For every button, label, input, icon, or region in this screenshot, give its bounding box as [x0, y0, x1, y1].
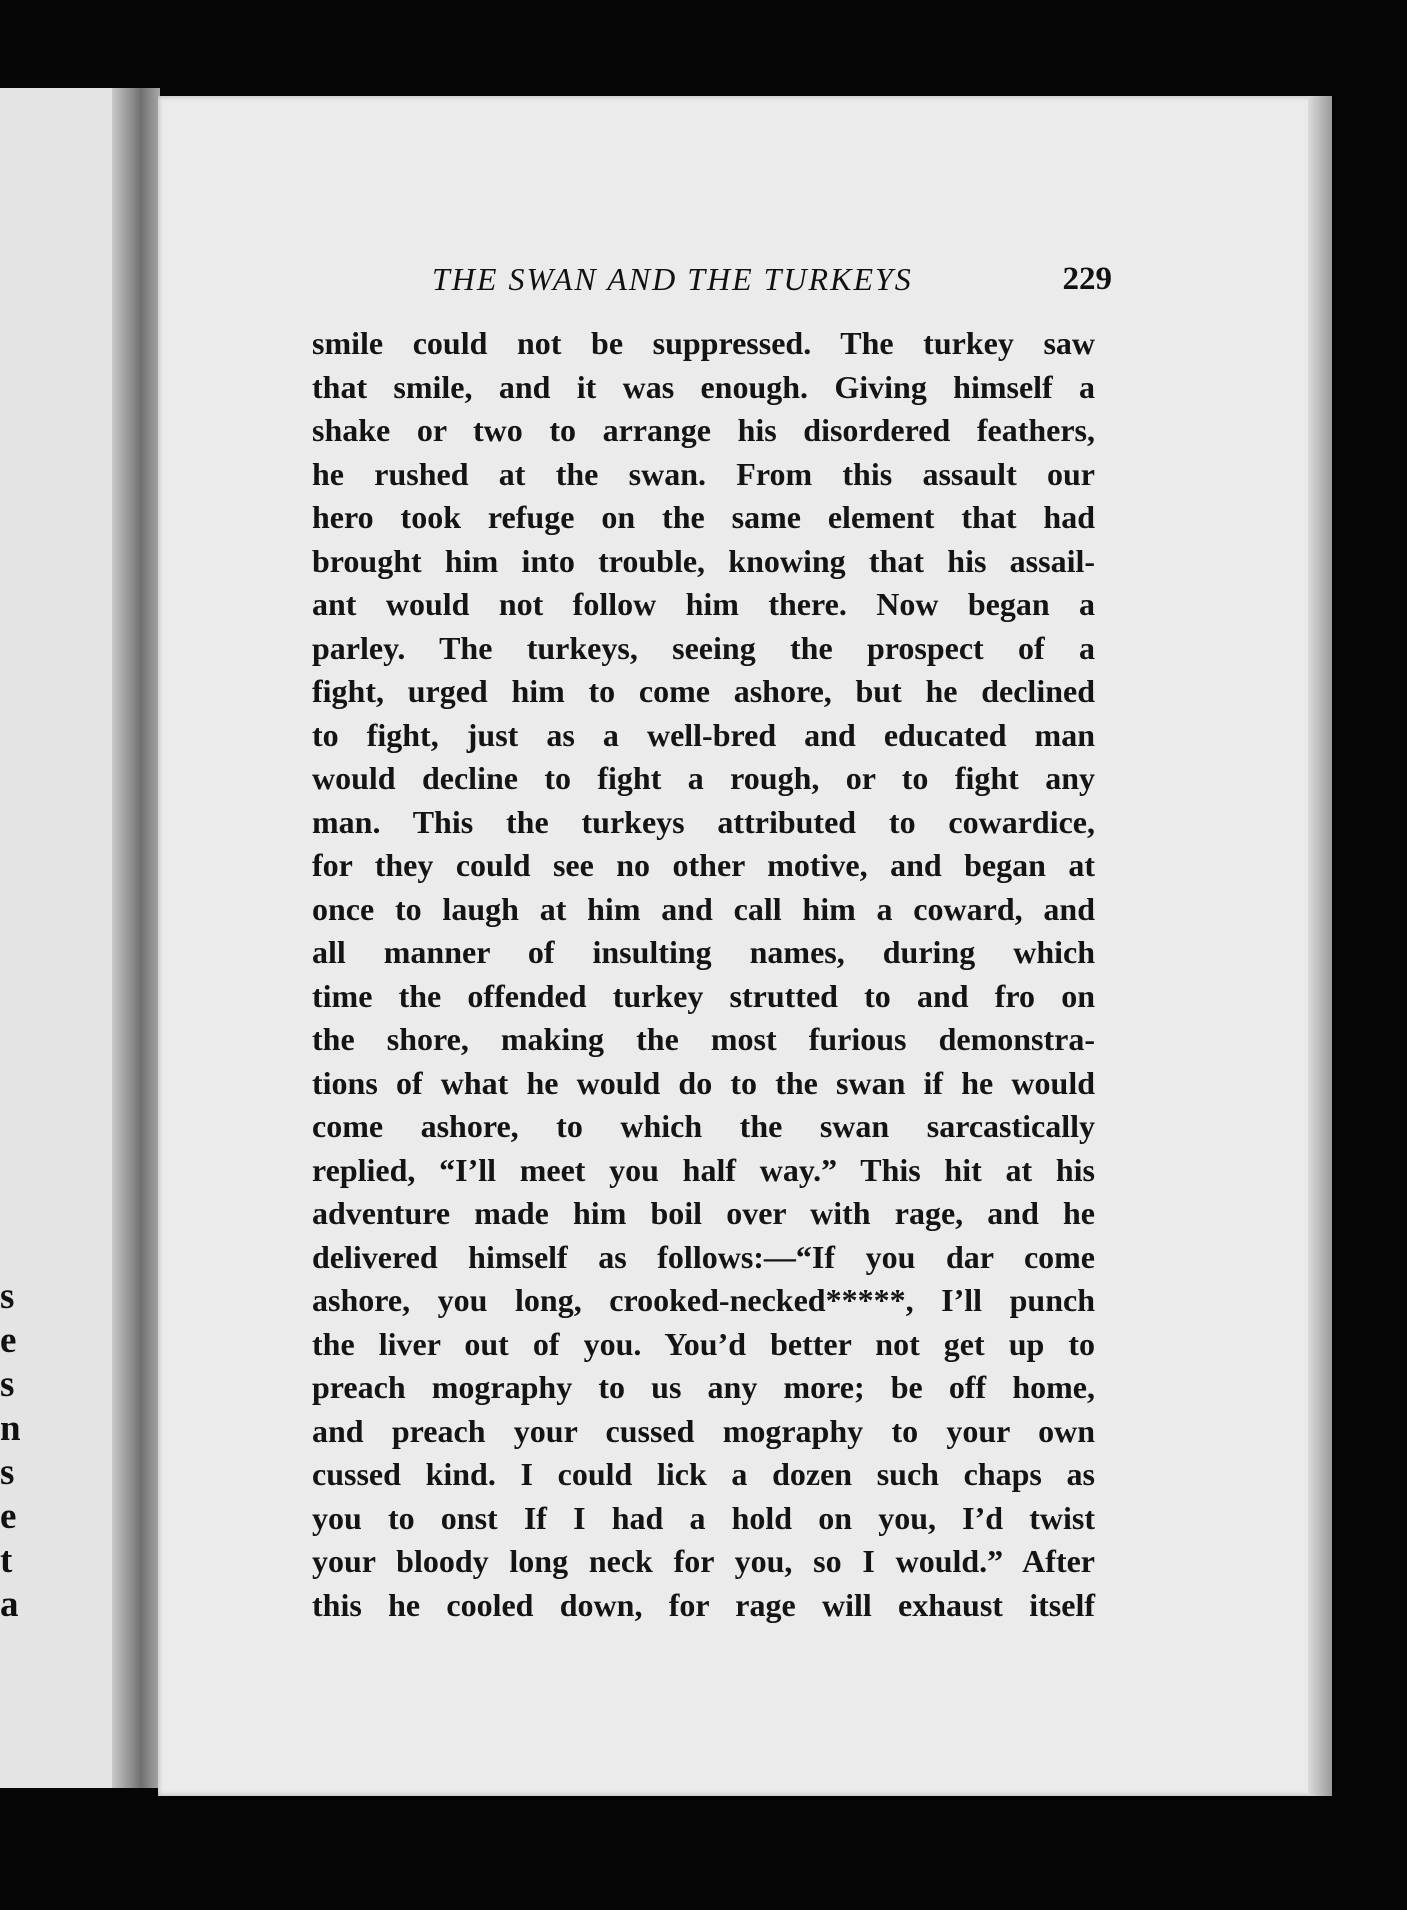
text-line: your bloody long neck for you, so I would.” After	[312, 1543, 1095, 1579]
text-line: shake or two to arrange his disordered feathers,	[312, 412, 1095, 448]
text-line: he rushed at the swan. From this assault our	[312, 455, 1095, 492]
left-page-fragment: e	[0, 1496, 17, 1537]
text-line: this he cooled down, for rage will exhaust itself	[312, 1586, 1095, 1623]
book-gutter	[112, 88, 160, 1788]
text-line: time the offended turkey strutted to and fro on	[312, 977, 1095, 1014]
running-head: THE SWAN AND THE TURKEYS	[432, 261, 913, 297]
text-line: for they could see no other motive, and began at	[312, 847, 1095, 883]
text-line: brought him into trouble, knowing that his assail-	[312, 542, 1095, 579]
text-line: delivered himself as follows:—“If you dar come	[312, 1238, 1095, 1275]
left-page-fragment: s	[0, 1364, 15, 1405]
text-line: fight, urged him to come ashore, but he declined	[312, 673, 1095, 709]
text-line: ant would not follow him there. Now began a	[312, 586, 1095, 622]
text-line: that smile, and it was enough. Giving himself a	[312, 368, 1095, 405]
text-line: smile could not be suppressed. The turkey saw	[312, 325, 1095, 361]
left-page-fragment: s	[0, 1452, 15, 1493]
text-line: the shore, making the most furious demonstra-	[312, 1021, 1095, 1057]
text-line: preach mography to us any more; be off home,	[312, 1369, 1095, 1405]
text-line: replied, “I’ll meet you half way.” This hit at his	[312, 1151, 1095, 1188]
left-page-fragment: a	[0, 1584, 19, 1625]
left-page-fragment: e	[0, 1320, 17, 1361]
text-line: would decline to fight a rough, or to fight any	[312, 760, 1095, 796]
left-page-fragment: s	[0, 1276, 15, 1317]
text-line: the liver out of you. You’d better not get up to	[312, 1325, 1095, 1362]
page-edge-shadow	[1308, 96, 1332, 1796]
left-page-text-fragments	[0, 1275, 30, 1627]
page-number: 229	[1062, 261, 1112, 297]
text-line: all manner of insulting names, during which	[312, 934, 1095, 970]
text-line: man. This the turkeys attributed to cowardice,	[312, 803, 1095, 840]
left-page-fragment: t	[0, 1540, 13, 1581]
text-line: cussed kind. I could lick a dozen such chaps as	[312, 1456, 1095, 1492]
text-line: parley. The turkeys, seeing the prospect of a	[312, 629, 1095, 666]
left-page-fragment: n	[0, 1408, 21, 1449]
text-line: adventure made him boil over with rage, and he	[312, 1195, 1095, 1231]
text-line: come ashore, to which the swan sarcastically	[312, 1108, 1095, 1144]
text-line: and preach your cussed mography to your own	[312, 1412, 1095, 1449]
text-line: hero took refuge on the same element that had	[312, 499, 1095, 535]
text-line: tions of what he would do to the swan if he would	[312, 1064, 1095, 1101]
body-text	[312, 322, 1095, 1627]
text-line: ashore, you long, crooked-necked*****, I’ll punch	[312, 1282, 1095, 1318]
text-line: once to laugh at him and call him a coward, and	[312, 890, 1095, 927]
text-line: you to onst If I had a hold on you, I’d twist	[312, 1499, 1095, 1536]
text-line: to fight, just as a well-bred and educated man	[312, 716, 1095, 753]
